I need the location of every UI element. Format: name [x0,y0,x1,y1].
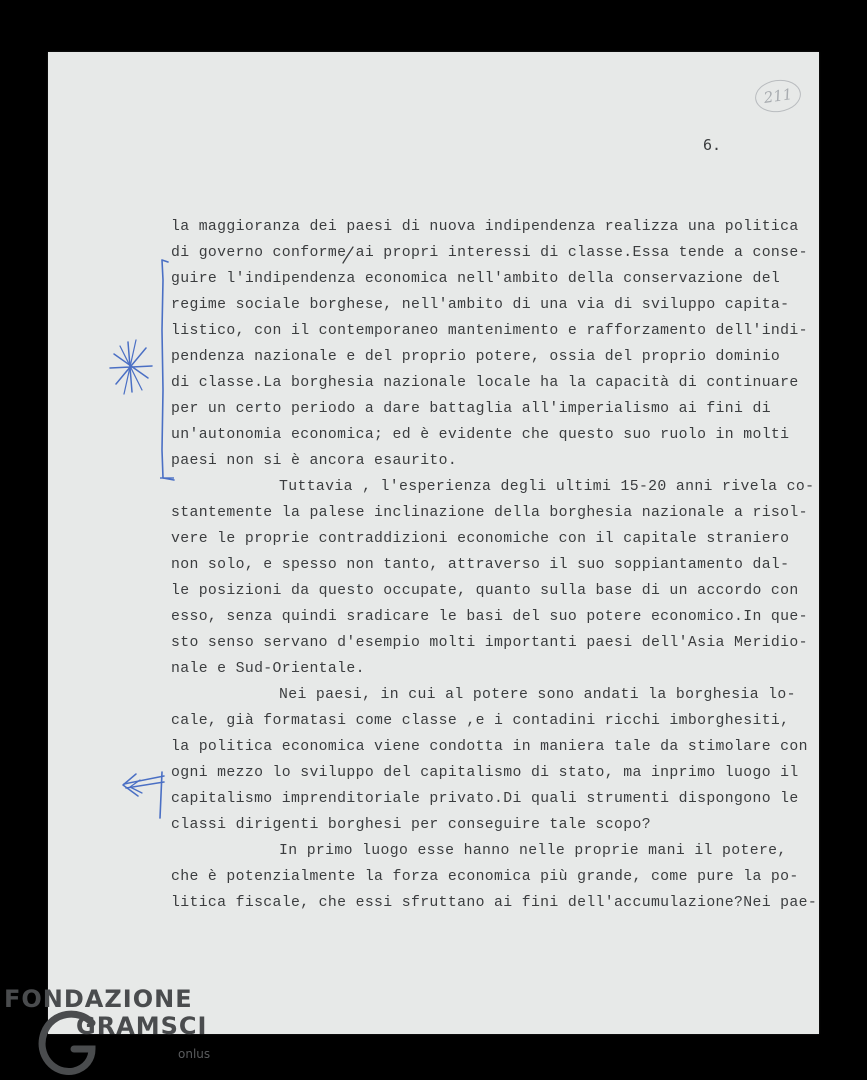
text-line: litica fiscale, che essi sfruttano ai fini dell'accumulazione?Nei pae- [171,895,818,911]
text-line: sto senso servano d'esempio molti importanti paesi dell'Asia Meridio- [171,635,808,651]
fondazione-gramsci-logo [4,985,224,1080]
text-line: di classe.La borghesia nazionale locale ha la capacità di continuare [171,375,799,391]
text-line: ogni mezzo lo sviluppo del capitalismo di stato, ma inprimo luogo il [171,765,799,781]
text-line: esso, senza quindi sradicare le basi del suo potere economico.In que- [171,609,808,625]
logo-text-fondazione: FONDAZIONE [4,985,193,1013]
text-line: Tuttavia , l'esperienza degli ultimi 15-20 anni rivela co- [279,479,815,495]
text-line: vere le proprie contraddizioni economiche con il capitale straniero [171,531,790,547]
text-line: le posizioni da questo occupate, quanto sulla base di un accordo con [171,583,799,599]
text-line: nale e Sud-Orientale. [171,661,365,677]
text-line: pendenza nazionale e del proprio potere, ossia del proprio dominio [171,349,781,365]
text-line: guire l'indipendenza economica nell'ambito della conservazione del [171,271,781,287]
text-line: classi dirigenti borghesi per conseguire tale scopo? [171,817,651,833]
text-line: cale, già formatasi come classe ,e i contadini ricchi imborghesiti, [171,713,790,729]
page-number: 6. [703,136,722,154]
logo-text-onlus: onlus [178,1047,211,1061]
archive-number-stamp: 211 [753,77,803,115]
arrow-mark [118,760,176,824]
logo-text-gramsci: GRAMSCI [76,1012,208,1040]
text-line: capitalismo imprenditoriale privato.Di quali strumenti dispongono le [171,791,799,807]
text-line: In primo luogo esse hanno nelle proprie mani il potere, [279,843,787,859]
text-line: listico, con il contemporaneo mantenimento e rafforzamento dell'indi- [171,323,808,339]
text-line: stantemente la palese inclinazione della borghesia nazionale a risol- [171,505,808,521]
text-line: di governo conforme ai propri interessi di classe.Essa tende a conse- [171,245,808,261]
correction-stroke [338,244,358,266]
text-line: la politica economica viene condotta in maniera tale da stimolare con [171,739,808,755]
text-line: non solo, e spesso non tanto, attraverso il suo soppiantamento dal- [171,557,790,573]
text-line: regime sociale borghese, nell'ambito di una via di sviluppo capita- [171,297,790,313]
text-line: per un certo periodo a dare battaglia all'imperialismo ai fini di [171,401,771,417]
text-line: un'autonomia economica; ed è evidente che questo suo ruolo in molti [171,427,790,443]
typewritten-text [171,214,817,916]
text-line: che è potenzialmente la forza economica più grande, come pure la po- [171,869,799,885]
asterisk-mark [106,334,156,398]
text-line: la maggioranza dei paesi di nuova indipendenza realizza una politica [171,219,799,235]
text-line: paesi non si è ancora esaurito. [171,453,458,469]
text-line: Nei paesi, in cui al potere sono andati la borghesia lo- [279,687,796,703]
